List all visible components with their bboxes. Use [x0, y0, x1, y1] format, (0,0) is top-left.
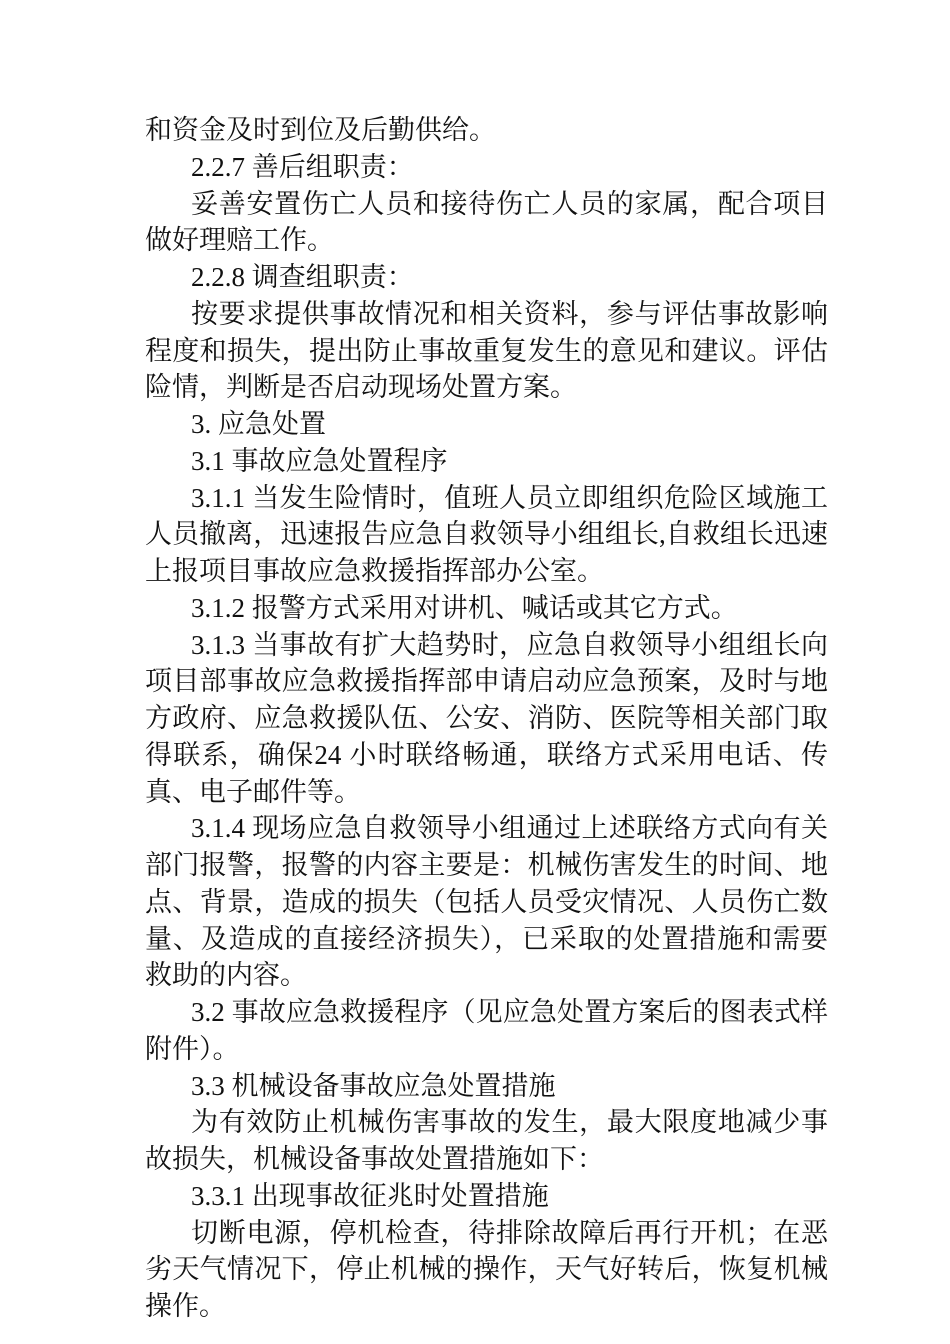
paragraph: 3.2 事故应急救援程序（见应急处置方案后的图表式样附件）。	[145, 997, 828, 1064]
paragraph: 3.3 机械设备事故应急处置措施	[191, 1070, 556, 1101]
paragraph: 3. 应急处置	[191, 409, 326, 439]
paragraph: 3.3.1 出现事故征兆时处置措施	[191, 1180, 549, 1211]
paragraph: 3.1.2 报警方式采用对讲机、喊话或其它方式。	[191, 592, 738, 623]
paragraph: 3.1.1 当发生险情时，值班人员立即组织危险区域施工人员撤离，迅速报告应急自救领导小组组长,自救组长迅速上报项目事故应急救援指挥部办公室。	[145, 482, 828, 586]
paragraph: 和资金及时到位及后勤供给。	[145, 115, 496, 145]
paragraph: 切断电源，停机检查，待排除故障后再行开机；在恶劣天气情况下，停止机械的操作，天气好转后，恢复机械操作。	[145, 1217, 828, 1321]
paragraph: 3.1.4 现场应急自救领导小组通过上述联络方式向有关部门报警，报警的内容主要是：机械伤害发生的时间、地点、背景，造成的损失（包括人员受灾情况、人员伤亡数量、及造成的直接经济损失），已采取的处置措施和需要救助的内容。	[145, 813, 828, 991]
paragraph: 3.1 事故应急处置程序	[191, 445, 448, 476]
paragraph: 妥善安置伤亡人员和接待伤亡人员的家属，配合项目做好理赔工作。	[145, 188, 828, 256]
paragraph: 2.2.7 善后组职责：	[191, 151, 414, 182]
paragraph: 按要求提供事故情况和相关资料，参与评估事故影响程度和损失，提出防止事故重复发生的意见和建议。评估险情，判断是否启动现场处置方案。	[145, 298, 828, 403]
document-text-block	[145, 112, 828, 1325]
paragraph: 2.2.8 调查组职责：	[191, 262, 414, 292]
paragraph: 为有效防止机械伤害事故的发生，最大限度地减少事故损失，机械设备事故处置措施如下：	[145, 1107, 828, 1174]
paragraph: 3.1.3 当事故有扩大趋势时，应急自救领导小组组长向项目部事故应急救援指挥部申请启动应急预案，及时与地方政府、应急救援队伍、公安、消防、医院等相关部门取得联系，确保24 小时联络畅通，联络方式采用电话、传真、电子邮件等。	[145, 629, 828, 807]
